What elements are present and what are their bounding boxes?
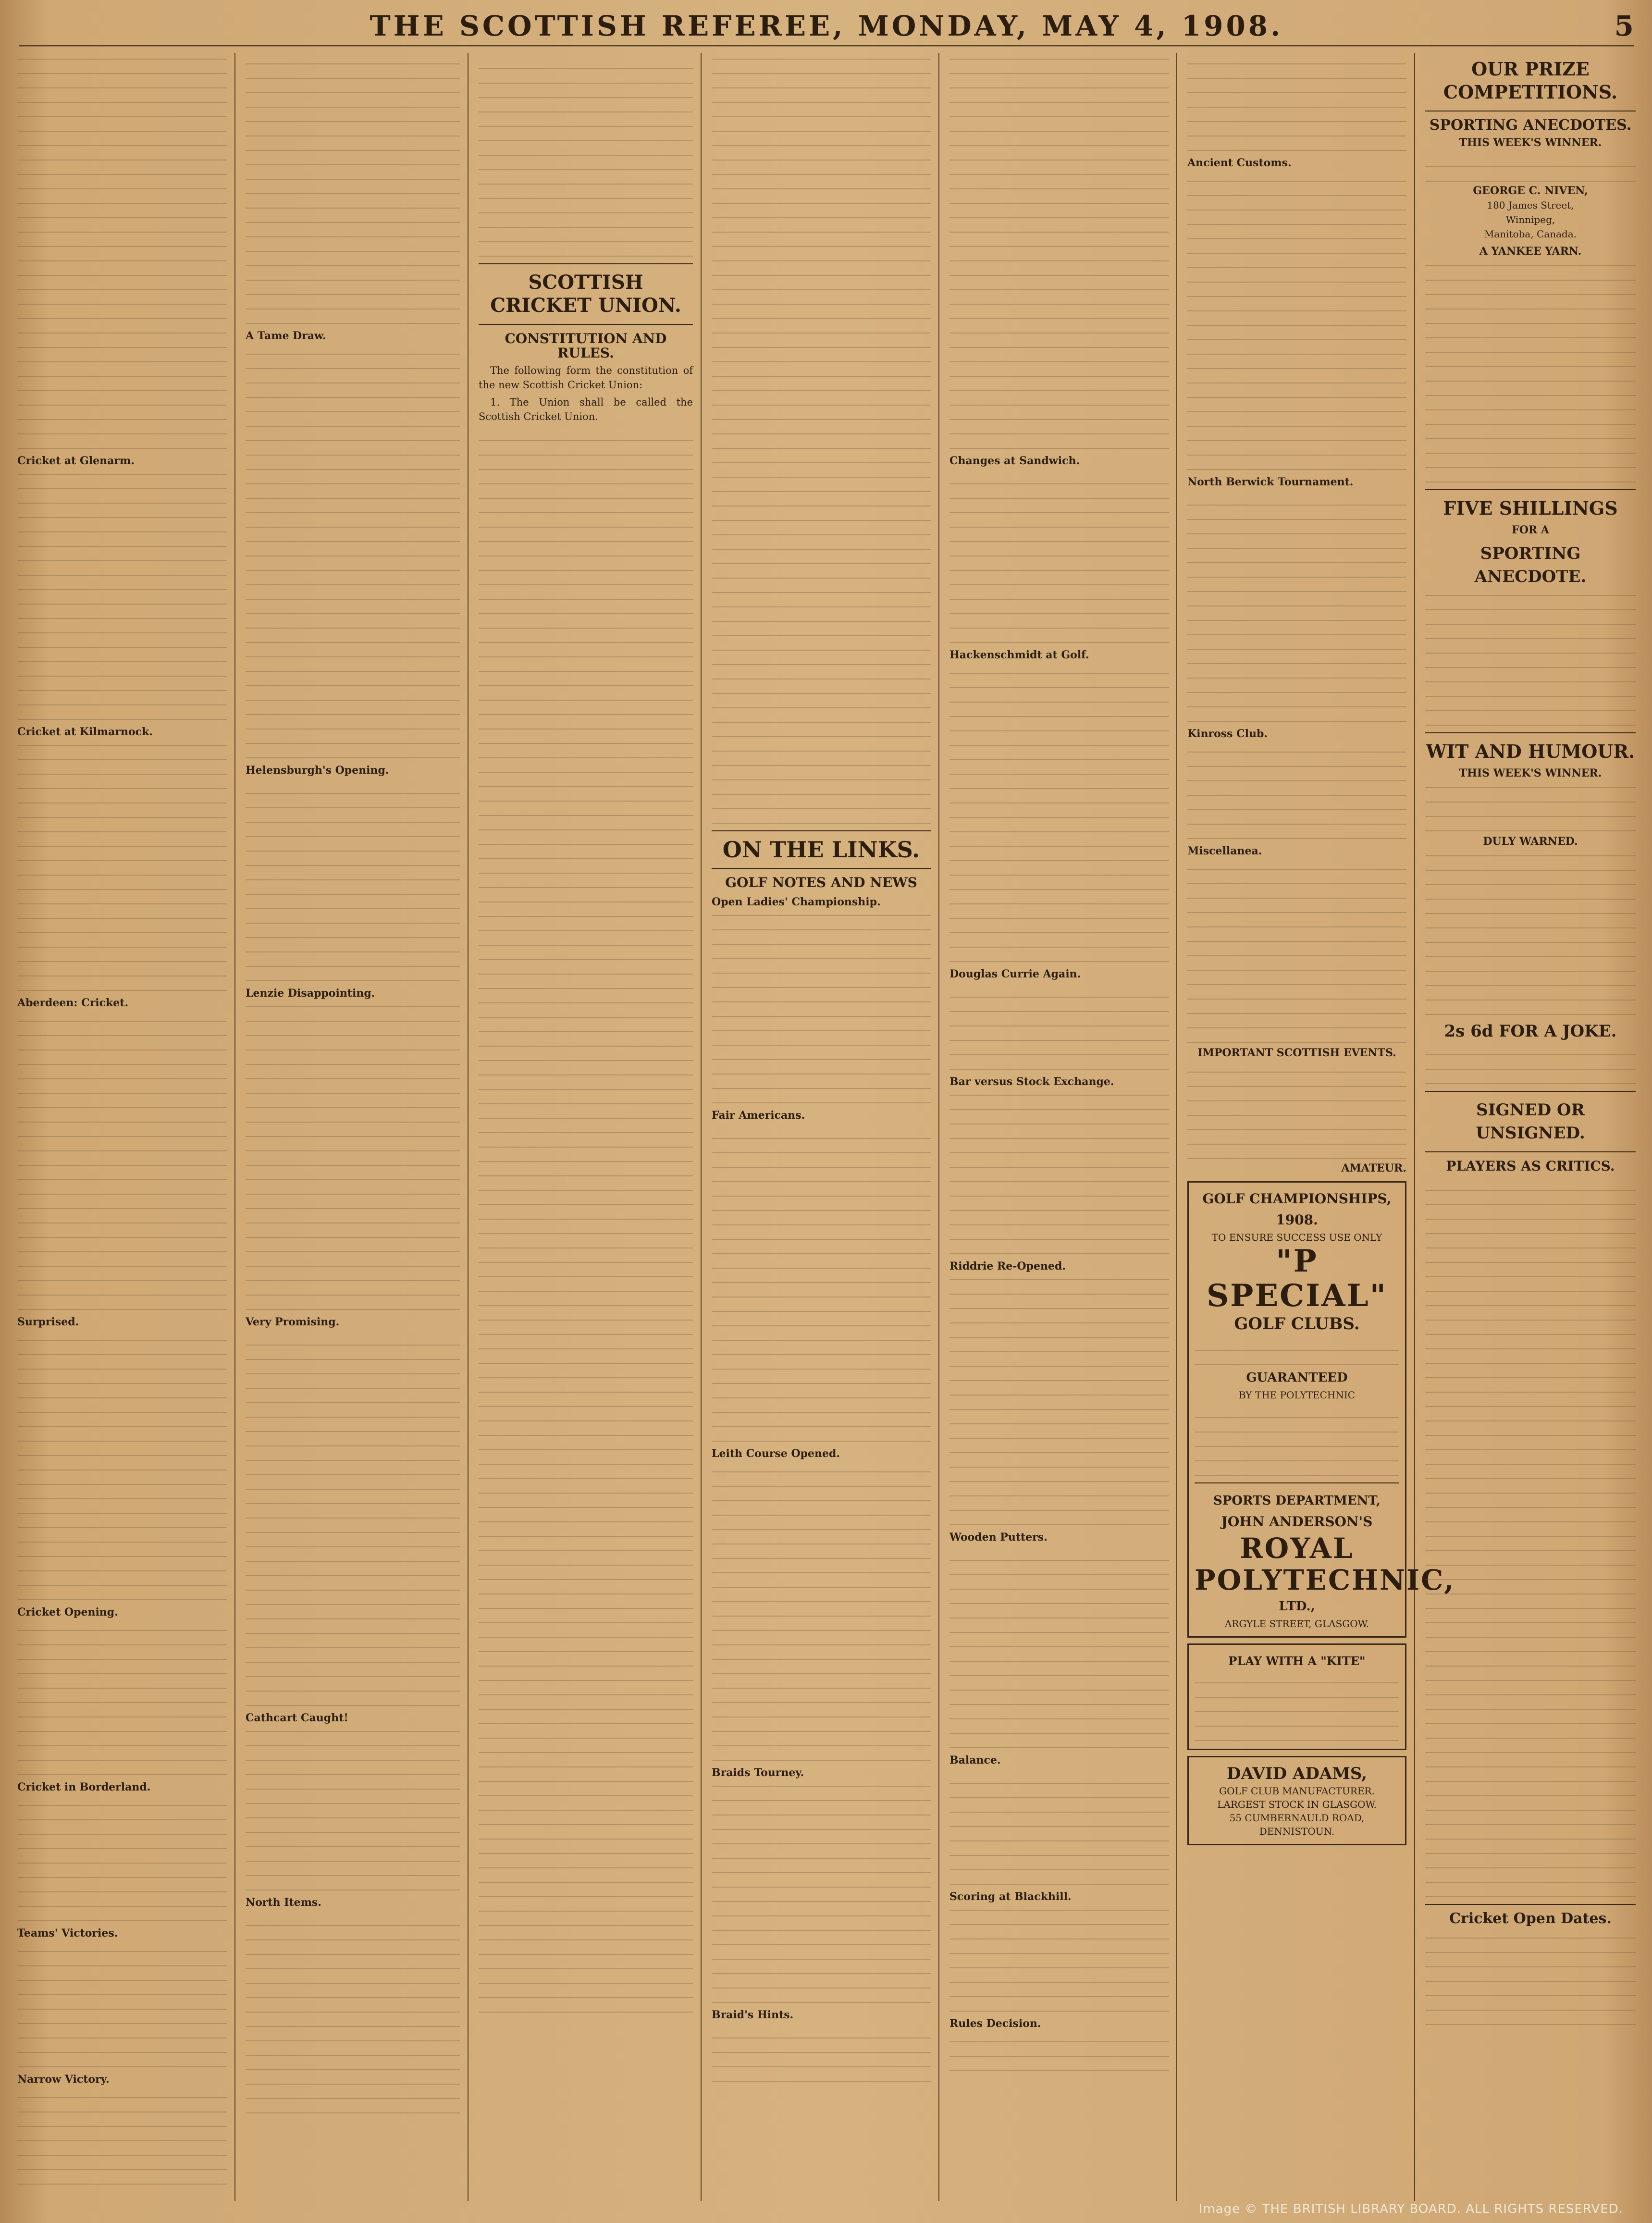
divider: [479, 324, 693, 325]
wit-title: WIT AND HUMOUR.: [1426, 741, 1635, 762]
text-block: [17, 1012, 227, 1310]
divider: [1195, 1482, 1399, 1483]
text-block: [712, 55, 931, 824]
column-3: [471, 53, 702, 2201]
text-block: [246, 1912, 460, 2113]
column-heading: Leith Course Opened.: [712, 1447, 840, 1460]
joke-price: 2s 6d FOR A JOKE.: [1444, 1022, 1617, 1041]
anecdote-title: A YANKEE YARN.: [1479, 245, 1582, 258]
text-block: [246, 55, 460, 324]
column-heading: Cricket in Borderland.: [17, 1781, 151, 1793]
section-title: ON THE LINKS.: [722, 837, 920, 863]
ad-product: "P SPECIAL": [1207, 1243, 1387, 1314]
ad-address: ARGYLE STREET, GLASGOW.: [1224, 1618, 1369, 1630]
winner-address: Winnipeg,: [1505, 214, 1555, 225]
text-block: [479, 427, 693, 2013]
divider: [1425, 1904, 1636, 1905]
text-block: [949, 1769, 1169, 1885]
five-shillings: FIVE SHILLINGS: [1443, 497, 1618, 519]
divider: [1425, 489, 1636, 490]
text-block: [246, 1331, 460, 1706]
text-block: [17, 55, 227, 449]
text-block: [949, 1546, 1169, 1748]
text-block: [17, 741, 227, 991]
column-heading: Teams' Victories.: [17, 1927, 118, 1939]
events-signature: AMATEUR.: [1341, 1162, 1406, 1174]
text-block: [17, 1942, 227, 2067]
column-heading: Fair Americans.: [712, 1109, 805, 1122]
prize-title: OUR PRIZE COMPETITIONS.: [1443, 58, 1618, 103]
page-number: 5: [1614, 10, 1634, 42]
text-block: [17, 1331, 227, 1600]
column-heading: Braids Tourney.: [712, 1766, 804, 1779]
column-heading: Aberdeen: Cricket.: [17, 997, 129, 1009]
column-heading: Changes at Sandwich.: [949, 455, 1080, 467]
cricket-dates-title: Cricket Open Dates.: [1449, 1910, 1612, 1927]
ad-title: GOLF CHAMPIONSHIPS, 1908.: [1202, 1191, 1392, 1228]
ad-by: BY THE POLYTECHNIC: [1238, 1389, 1356, 1401]
image-credit: Image © THE BRITISH LIBRARY BOARD. ALL RIGHTS RESERVED.: [1198, 2202, 1623, 2216]
text-block: [1425, 591, 1636, 726]
divider: [1425, 1091, 1636, 1092]
signed-title: SIGNED OR UNSIGNED.: [1476, 1100, 1585, 1143]
divider: [712, 830, 931, 831]
winner-label: THIS WEEK'S WINNER.: [1459, 136, 1602, 149]
kite-title: PLAY WITH A "KITE": [1228, 1654, 1366, 1668]
ad-ltd: LTD.,: [1279, 1599, 1315, 1614]
column-1: [10, 53, 235, 2201]
text-block: [17, 1621, 227, 1775]
text-block: [17, 1796, 227, 1921]
wit-winner: THIS WEEK'S WINNER.: [1459, 767, 1602, 779]
ad-product-sub: GOLF CLUBS.: [1234, 1314, 1360, 1334]
section-title: SCOTTISH CRICKET UNION.: [490, 271, 681, 317]
text-block: [1187, 743, 1406, 839]
text-block: [1425, 852, 1636, 1015]
text-block: [1187, 491, 1406, 722]
masthead-title: THE SCOTTISH REFEREE, MONDAY, MAY 4, 1908.: [370, 10, 1283, 42]
adams-advert: [1187, 1756, 1406, 1845]
text-block: [949, 1906, 1169, 2012]
events-title: IMPORTANT SCOTTISH EVENTS.: [1197, 1047, 1396, 1059]
column-heading: Wooden Putters.: [949, 1531, 1048, 1544]
kite-text: [1195, 1674, 1399, 1741]
column-heading: Balance.: [949, 1754, 1001, 1766]
winner-address: 180 James Street,: [1487, 199, 1574, 211]
polytechnic-advert: [1187, 1181, 1455, 1638]
column-2: [238, 53, 468, 2201]
column-heading: Rules Decision.: [949, 2017, 1041, 2030]
section-subtitle: GOLF NOTES AND NEWS: [725, 875, 917, 890]
divider: [479, 263, 693, 264]
ad-dept: SPORTS DEPARTMENT,: [1213, 1494, 1381, 1508]
adams-stock: LARGEST STOCK IN GLASGOW.: [1217, 1799, 1377, 1810]
column-heading: Douglas Currie Again.: [949, 968, 1081, 980]
critics-title: PLAYERS AS CRITICS.: [1446, 1158, 1615, 1174]
divider: [1425, 1151, 1636, 1152]
column-heading: Scoring at Blackhill.: [949, 1890, 1072, 1903]
column-6: [1180, 53, 1455, 2201]
text-block: [949, 1275, 1169, 1525]
column-heading: Cricket at Kilmarnock.: [17, 726, 153, 738]
column-heading: Very Promising.: [246, 1316, 340, 1328]
sporting-anecdote: SPORTING ANECDOTE.: [1474, 544, 1587, 586]
ad-text: [1195, 1336, 1399, 1365]
ad-firm-big: ROYAL POLYTECHNIC,: [1195, 1532, 1455, 1596]
text-block: [949, 2033, 1169, 2071]
column-heading: North Berwick Tournament.: [1187, 476, 1354, 488]
kite-advert: [1187, 1643, 1406, 1750]
column-heading: Hackenschmidt at Golf.: [949, 649, 1089, 661]
column-heading: Narrow Victory.: [17, 2073, 110, 2086]
masthead: [19, 7, 1634, 47]
text-block: [246, 345, 460, 758]
column-heading: Bar versus Stock Exchange.: [949, 1075, 1114, 1088]
column-heading: Ancient Customs.: [1187, 157, 1292, 169]
text-block: [712, 1463, 931, 1761]
text-block: [479, 55, 693, 257]
column-7: [1418, 53, 1643, 2201]
text-block: [1425, 261, 1636, 482]
column-heading: A Tame Draw.: [246, 330, 326, 342]
text-block: [1187, 172, 1406, 470]
text-block: [1425, 1176, 1636, 1897]
column-heading: Cathcart Caught!: [246, 1712, 348, 1724]
anecdotes-title: SPORTING ANECDOTES.: [1429, 117, 1632, 134]
text-block: [712, 1124, 931, 1442]
section-subtitle: CONSTITUTION AND RULES.: [505, 331, 667, 361]
ad-line: TO ENSURE SUCCESS USE ONLY: [1211, 1232, 1382, 1243]
text-block: [17, 2088, 227, 2185]
column-heading: Surprised.: [17, 1316, 79, 1328]
divider: [712, 868, 931, 869]
column-heading: Kinross Club.: [1187, 728, 1268, 740]
events-list: [1187, 1063, 1406, 1159]
text-block: [712, 2024, 931, 2082]
column-heading: Cricket at Glenarm.: [17, 455, 135, 467]
column-heading: Riddrie Re-Opened.: [949, 1260, 1066, 1272]
intro-text: The following form the constitution of the new Scottish Cricket Union:: [479, 365, 693, 391]
column-heading: Lenzie Disappointing.: [246, 987, 375, 1000]
text-block: [712, 1782, 931, 2003]
text-block: [1425, 1929, 1636, 2025]
text-block: [1425, 783, 1636, 831]
text-block: [246, 1727, 460, 1890]
text-block: [949, 470, 1169, 643]
ad-guarantee: GUARANTEED: [1246, 1371, 1348, 1385]
winner-address: Manitoba, Canada.: [1484, 228, 1577, 240]
adams-sub: GOLF CLUB MANUFACTURER.: [1219, 1785, 1375, 1797]
column-heading: Cricket Opening.: [17, 1606, 118, 1618]
column-4: [704, 53, 939, 2201]
column-heading: Open Ladies' Championship.: [712, 896, 881, 908]
text-block: [1187, 860, 1406, 1043]
winner-name: GEORGE C. NIVEN,: [1473, 185, 1588, 197]
text-block: [1187, 55, 1406, 151]
divider: [1425, 732, 1636, 733]
text-block: [246, 1002, 460, 1310]
text-block: [949, 983, 1169, 1070]
duly-warned: DULY WARNED.: [1483, 835, 1578, 848]
adams-address: 55 CUMBERNAULD ROAD, DENNISTOUN.: [1229, 1812, 1365, 1837]
text-block: [949, 55, 1169, 449]
text-block: [246, 779, 460, 981]
column-heading: Braid's Hints.: [712, 2009, 794, 2021]
column-heading: Helensburgh's Opening.: [246, 764, 389, 777]
text-block: [17, 470, 227, 720]
ad-price-list: [1195, 1404, 1399, 1476]
column-heading: Miscellanea.: [1187, 845, 1262, 857]
adams-name: DAVID ADAMS,: [1226, 1764, 1368, 1783]
columns: [10, 53, 1643, 2206]
text-block: [949, 1091, 1169, 1254]
text-block: [1425, 1046, 1636, 1084]
column-5: [942, 53, 1177, 2201]
for-a: FOR A: [1512, 524, 1549, 536]
column-heading: North Items.: [246, 1896, 321, 1909]
rule-text: 1. The Union shall be called the Scottish Cricket Union.: [479, 396, 693, 422]
ad-firm: JOHN ANDERSON'S: [1221, 1514, 1373, 1530]
text-block: [949, 664, 1169, 962]
text-block: [712, 911, 931, 1103]
text-block: [1425, 153, 1636, 182]
